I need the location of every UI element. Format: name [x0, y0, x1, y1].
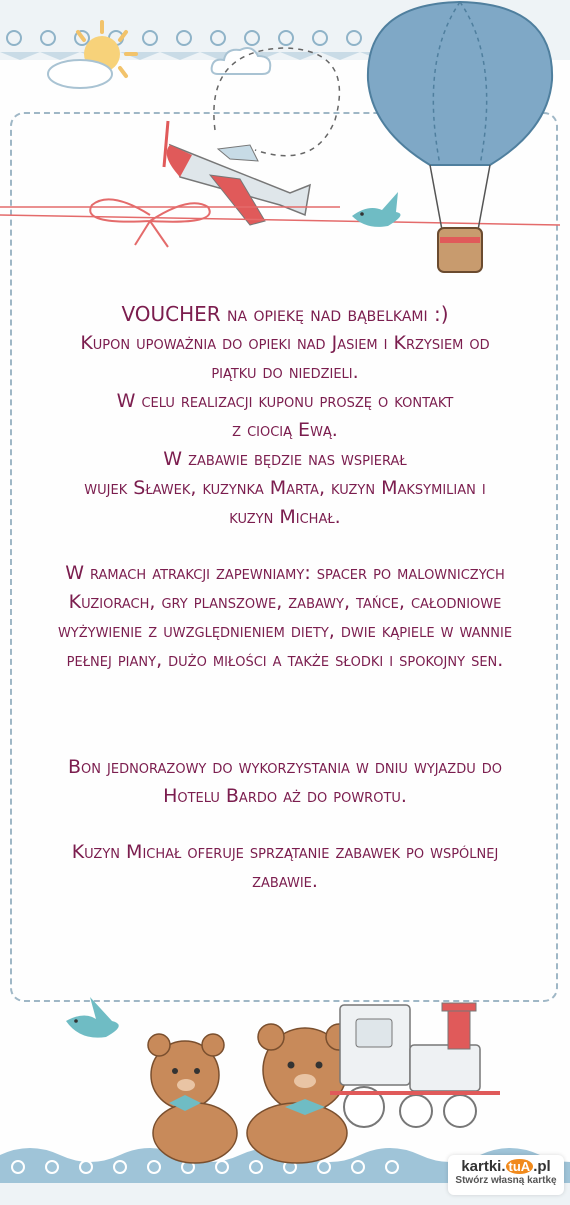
brand-logo: kartki. tuA .pl — [461, 1158, 551, 1175]
intro-line: Kupon upoważnia do opieki nad Jasiem i Krzysiem od — [80, 332, 490, 354]
extra-line: zabawie. — [252, 870, 318, 892]
spacer — [10, 811, 560, 838]
bon-line: Hotelu Bardo aż do powrotu. — [163, 785, 407, 807]
intro-line: kuzyn Michał. — [229, 506, 341, 528]
attractions-line: W ramach atrakcji zapewniamy: spacer po malowniczych — [65, 562, 505, 584]
hot-air-balloon-icon — [360, 0, 560, 285]
voucher-title: VOUCHER na opiekę nad bąbelkami :) — [121, 302, 449, 326]
spacer — [10, 675, 560, 753]
spacer — [10, 532, 560, 559]
intro-line: W celu realizacji kuponu proszę o kontakt — [116, 390, 454, 412]
attractions-line: pełnej piany, dużo miłości a także słodki i spokojny sen. — [66, 649, 504, 671]
attractions-line: Kuziorach, gry planszowe, zabawy, tańce, całodniowe — [68, 591, 502, 613]
intro-line: wujek Sławek, kuzynka Marta, kuzyn Maksymilian i — [84, 477, 486, 499]
intro-line: W zabawie będzie nas wspierał — [163, 448, 407, 470]
extra-line: Kuzyn Michał oferuje sprzątanie zabawek po wspólnej — [71, 841, 499, 863]
intro-line: z ciocią Ewą. — [232, 419, 338, 441]
bird-icon — [62, 995, 132, 1045]
attractions-line: wyżywienie z uwzględnieniem diety, dwie kąpiele w wannie — [57, 620, 513, 642]
sun-icon — [40, 18, 150, 98]
bon-line: Bon jednorazowy do wykorzystania w dniu wyjazdu do — [67, 756, 502, 778]
voucher-text — [10, 300, 560, 896]
intro-line: piątku do niedzieli. — [211, 361, 359, 383]
toy-train-icon — [330, 995, 520, 1145]
brand-tagline: Stwórz własną kartkę — [455, 1175, 557, 1186]
brand-badge[interactable] — [448, 1155, 564, 1195]
